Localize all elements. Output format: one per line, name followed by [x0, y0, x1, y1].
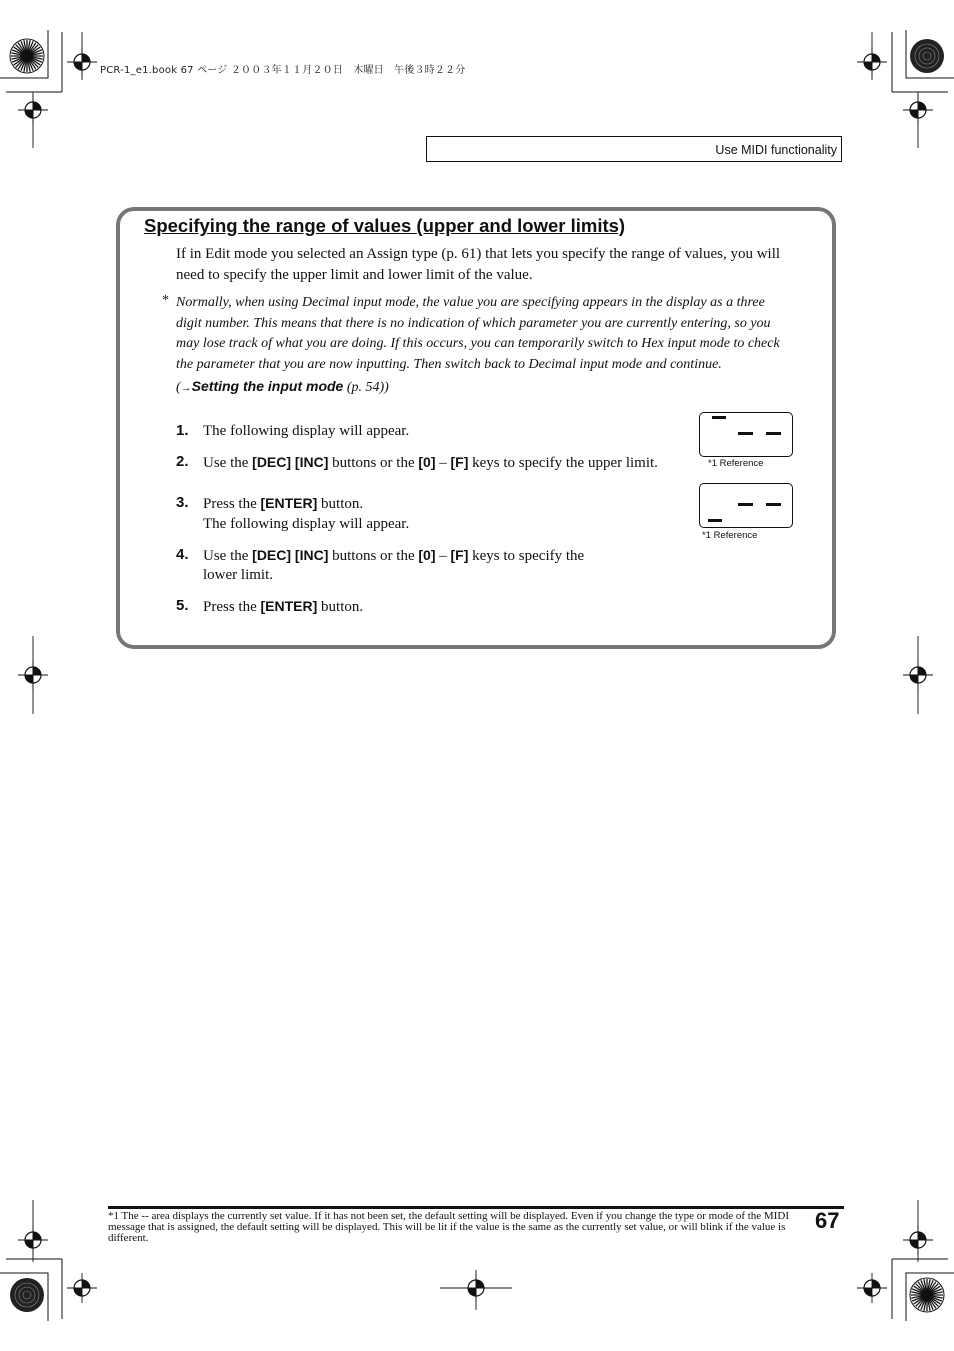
section-tab: Use MIDI functionality	[426, 136, 842, 162]
step-2-text: Use the [DEC] [INC] buttons or the [0] – [F] keys to specify the upper limit.	[203, 454, 658, 471]
step-1-text: The following display will appear.	[203, 423, 410, 439]
step-3-text: Press the [ENTER] button.	[203, 495, 364, 512]
value-segment-dash	[738, 432, 753, 435]
value-segment-dash	[766, 432, 781, 435]
print-header: PCR-1_e1.book 67 ページ ２００３年１１月２０日 木曜日 午後３時２２分	[100, 65, 466, 76]
footer-rule	[108, 1206, 844, 1209]
note-asterisk: *	[162, 293, 169, 308]
value-segment-dash	[738, 503, 753, 506]
step-3-text-line2: The following display will appear.	[203, 516, 410, 532]
value-segment-dash	[766, 503, 781, 506]
note-reference-page: (p. 54))	[343, 379, 389, 395]
intro-paragraph: If in Edit mode you selected an Assign type (p. 61) that lets you specify the range of values, you will need to specify the upper limit and lower limit of the value.	[176, 246, 781, 283]
key-f: [F]	[450, 454, 469, 470]
dec-inc-buttons: [DEC] [INC]	[252, 547, 329, 563]
enter-button: [ENTER]	[260, 495, 318, 511]
lcd-display-lower-limit	[699, 483, 793, 528]
lower-limit-indicator	[708, 519, 722, 522]
lcd-display-upper-limit	[699, 412, 793, 457]
key-f: [F]	[450, 547, 469, 563]
key-0: [0]	[418, 547, 436, 563]
step-3-number: 3.	[176, 494, 189, 511]
step-4-number: 4.	[176, 546, 189, 563]
upper-limit-indicator	[712, 416, 726, 419]
note-text: Normally, when using Decimal input mode, the value you are specifying appears in the display as a three digit number. This means that there is no indication of which parameter you are currently entering, so you may lose track of what you are doing. If this occurs, you can temporarily switch to Hex input mode to check the parameter that you are now inputting. Then switch back to Decimal input mode and continue. (	[176, 295, 780, 395]
section-title: Specifying the range of values (upper and lower limits)	[144, 215, 626, 236]
note-reference-link[interactable]: Setting the input mode	[191, 377, 344, 394]
page-number: 67	[815, 1208, 840, 1233]
step-2-number: 2.	[176, 453, 189, 470]
key-0: [0]	[418, 454, 436, 470]
step-4-text: Use the [DEC] [INC] buttons or the [0] – [F] keys to specify the	[203, 547, 585, 564]
dec-inc-buttons: [DEC] [INC]	[252, 454, 329, 470]
arrow-icon: →	[180, 381, 192, 394]
step-4-text-line2: lower limit.	[203, 567, 273, 583]
enter-button: [ENTER]	[260, 598, 318, 614]
note-paragraph	[176, 293, 786, 399]
step-5-number: 5.	[176, 597, 189, 614]
display-caption: *1 Reference	[702, 530, 758, 541]
step-5-text: Press the [ENTER] button.	[203, 598, 364, 615]
step-1-number: 1.	[176, 422, 189, 439]
footnote: *1 The -- area displays the currently set value. If it has not been set, the default setting will be displayed. Even if you change the type or mode of the MIDI message that is assigned, the default setting will be displayed. This will be lit if the value is the same as the currently set value, or will blink if the value is different.	[108, 1210, 789, 1244]
display-caption: *1 Reference	[708, 458, 764, 469]
